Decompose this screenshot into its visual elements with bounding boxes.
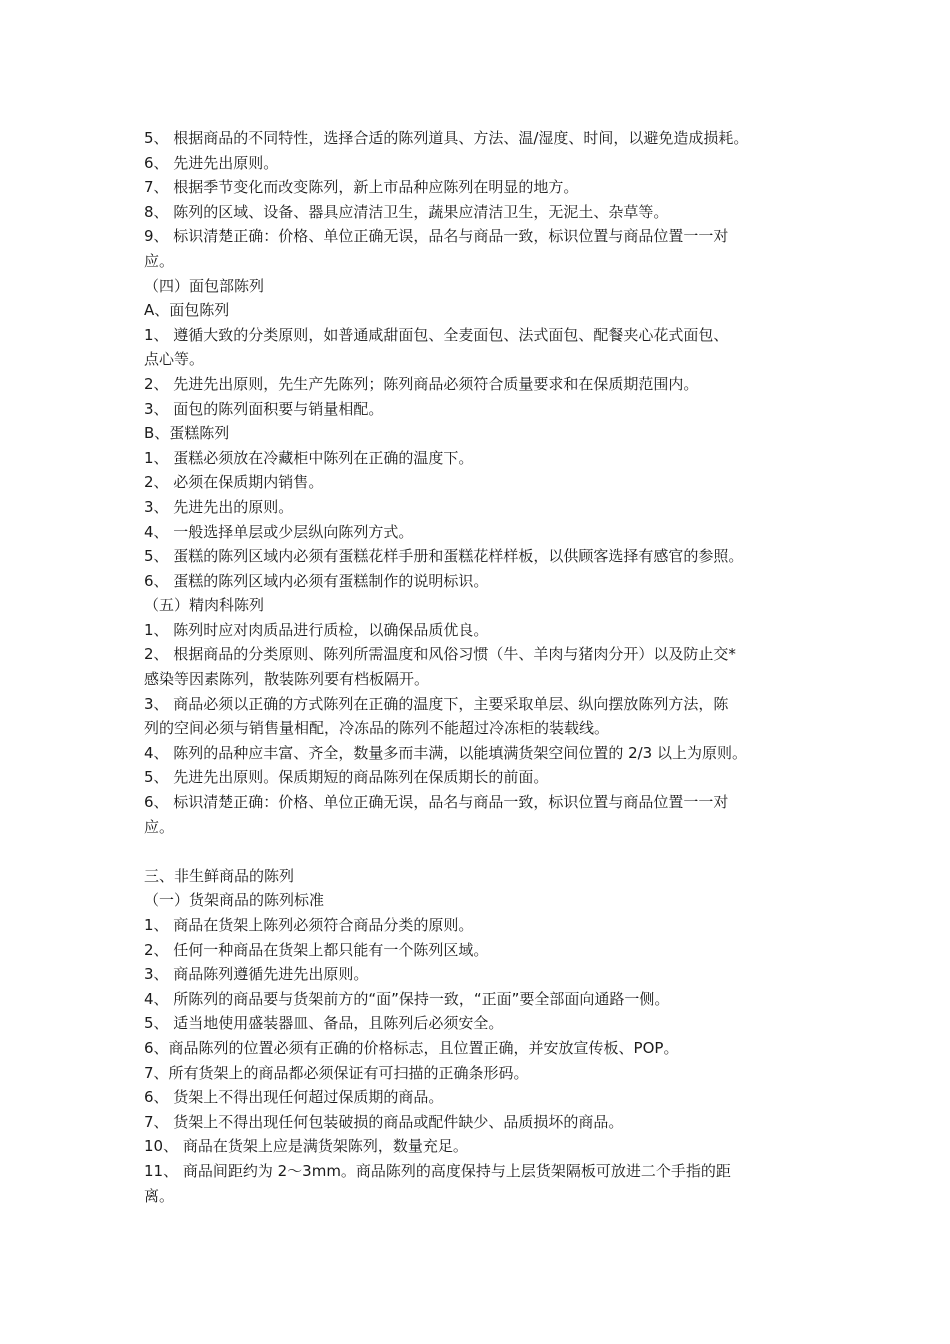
text-line: B、蛋糕陈列 [144, 424, 230, 443]
text-line: 4、 一般选择单层或少层纵向陈列方式。 [144, 522, 414, 541]
text-line: （五）精肉科陈列 [144, 596, 265, 615]
text-line: 3、 商品必须以正确的方式陈列在正确的温度下，主要采取单层、纵向摆放陈列方法，陈 [144, 694, 729, 713]
text-line: （一）货架商品的陈列标准 [144, 891, 325, 910]
blank-line [144, 839, 824, 864]
text-line: 感染等因素陈列，散装陈列要有档板隔开。 [144, 670, 430, 689]
text-line: 6、 蛋糕的陈列区域内必须有蛋糕制作的说明标识。 [144, 571, 489, 590]
text-line: 离。 [144, 1186, 175, 1205]
text-line: 6、 先进先出原则。 [144, 153, 279, 172]
text-line: 4、 所陈列的商品要与货架前方的“面”保持一致，“正面”要全部面向通路一侧。 [144, 989, 670, 1008]
text-line: 9、 标识清楚正确：价格、单位正确无误，品名与商品一致，标识位置与商品位置一一对 [144, 227, 729, 246]
text-line: 应。 [144, 251, 175, 270]
text-line: 列的空间必须与销售量相配，冷冻品的陈列不能超过冷冻柜的装载线。 [144, 719, 610, 738]
text-line: 5、 先进先出原则。保质期短的商品陈列在保质期长的前面。 [144, 768, 549, 787]
text-line: 7、 货架上不得出现任何包装破损的商品或配件缺少、品质损坏的商品。 [144, 1112, 624, 1131]
text-line: 3、 面包的陈列面积要与销量相配。 [144, 399, 384, 418]
text-line: 4、 陈列的品种应丰富、齐全，数量多而丰满，以能填满货架空间位置的 2/3 以上为原则。 [144, 743, 747, 762]
text-line: 5、 蛋糕的陈列区域内必须有蛋糕花样手册和蛋糕花样样板，以供顾客选择有感官的参照。 [144, 547, 744, 566]
text-line: 2、 根据商品的分类原则、陈列所需温度和风俗习惯（牛、羊肉与猪肉分开）以及防止交* [144, 645, 736, 664]
text-line: 5、 根据商品的不同特性，选择合适的陈列道具、方法、温/湿度、时间，以避免造成损耗。 [144, 129, 749, 147]
text-line: 3、 商品陈列遵循先进先出原则。 [144, 965, 369, 984]
text-line: 1、 陈列时应对肉质品进行质检，以确保品质优良。 [144, 620, 489, 639]
text-line: 2、 必须在保质期内销售。 [144, 473, 324, 492]
text-line: 6、商品陈列的位置必须有正确的价格标志，且位置正确，并安放宣传板、POP。 [144, 1038, 679, 1057]
text-line: 2、 先进先出原则，先生产先陈列；陈列商品必须符合质量要求和在保质期范围内。 [144, 374, 699, 393]
text-line: 三、非生鲜商品的陈列 [144, 866, 295, 885]
text-line: 5、 适当地使用盛装器皿、备品，且陈列后必须安全。 [144, 1014, 504, 1033]
text-line: 6、 货架上不得出现任何超过保质期的商品。 [144, 1088, 444, 1107]
text-line: 7、所有货架上的商品都必须保证有可扫描的正确条形码。 [144, 1063, 529, 1082]
text-line: 1、 遵循大致的分类原则，如普通咸甜面包、全麦面包、法式面包、配餐夹心花式面包、 [144, 325, 729, 344]
document-body [144, 126, 824, 1208]
text-line: 应。 [144, 817, 175, 836]
text-line: A、面包陈列 [144, 301, 230, 320]
text-line: 1、 蛋糕必须放在冷藏柜中陈列在正确的温度下。 [144, 448, 474, 467]
text-line: （四）面包部陈列 [144, 276, 265, 295]
text-line: 7、 根据季节变化而改变陈列，新上市品种应陈列在明显的地方。 [144, 178, 579, 197]
text-line: 1、 商品在货架上陈列必须符合商品分类的原则。 [144, 916, 474, 934]
text-line: 11、 商品间距约为 2～3mm。商品陈列的高度保持与上层货架隔板可放进二个手指的距 [144, 1161, 731, 1180]
text-line: 点心等。 [144, 350, 205, 369]
text-line: 2、 任何一种商品在货架上都只能有一个陈列区域。 [144, 940, 489, 959]
text-line: 10、 商品在货架上应是满货架陈列，数量充足。 [144, 1137, 468, 1156]
text-line: 6、 标识清楚正确：价格、单位正确无误，品名与商品一致，标识位置与商品位置一一对 [144, 793, 729, 812]
text-line: 3、 先进先出的原则。 [144, 497, 294, 516]
text-line: 8、 陈列的区域、设备、器具应清洁卫生，蔬果应清洁卫生，无泥土、杂草等。 [144, 202, 669, 221]
